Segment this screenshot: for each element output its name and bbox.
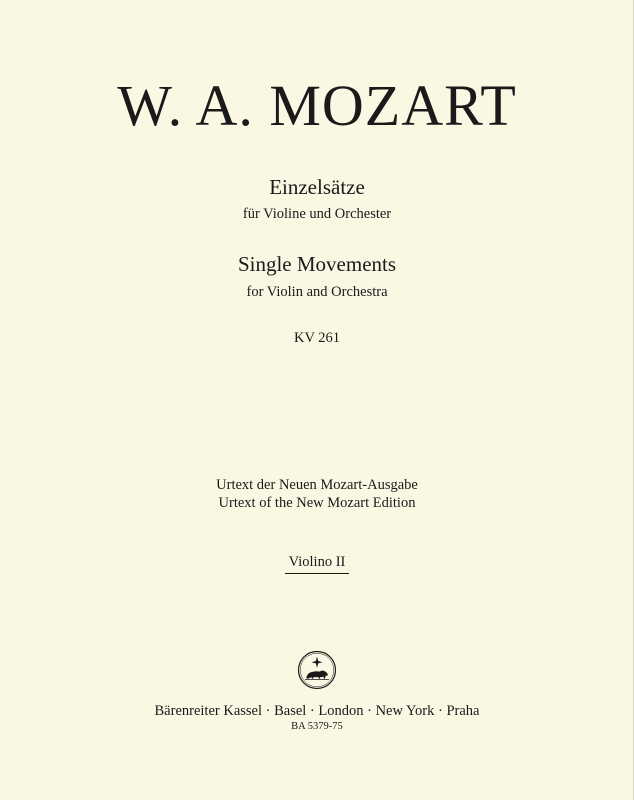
part-label: Violino II bbox=[285, 553, 350, 574]
urtext-english: Urtext of the New Mozart Edition bbox=[218, 495, 416, 511]
barenreiter-bear-star-logo-icon bbox=[297, 650, 337, 690]
publisher-imprint: Bärenreiter Kassel · Basel · London · New York · Praha bbox=[154, 703, 480, 719]
edition-number: BA 5379-75 bbox=[291, 721, 343, 732]
title-english: Single Movements bbox=[237, 252, 397, 276]
catalog-number: KV 261 bbox=[293, 330, 341, 346]
part-designation bbox=[0, 553, 634, 574]
title-german: Einzelsätze bbox=[269, 175, 365, 199]
urtext-german: Urtext der Neuen Mozart-Ausgabe bbox=[216, 477, 418, 493]
subtitle-english: for Violin and Orchestra bbox=[246, 284, 388, 300]
composer-name: W. A. MOZART bbox=[117, 73, 517, 138]
subtitle-german: für Violine und Orchester bbox=[242, 206, 392, 222]
